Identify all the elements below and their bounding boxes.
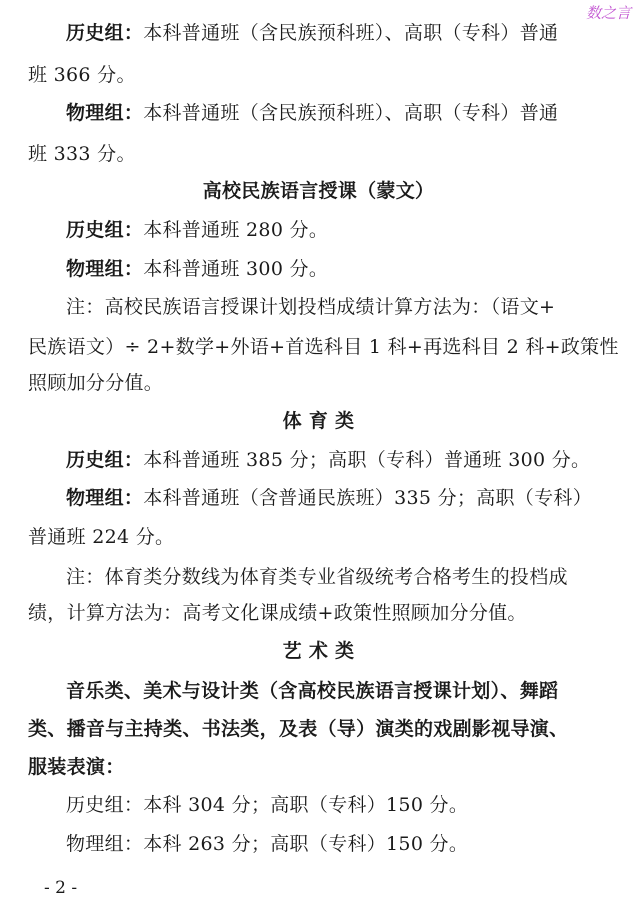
sports-physics-line-1: 物理组：本科普通班（含普通民族班）335 分；高职（专科） [66, 487, 593, 509]
note1-line-1: 注：高校民族语言授课计划投档成绩计算方法为：（语文+ [66, 296, 556, 318]
note2-line-1: 注：体育类分数线为体育类专业省级统考合格考生的投档成 [66, 566, 568, 588]
watermark: 数之言 [585, 4, 631, 22]
heading-sports: 体 育 类 [282, 410, 355, 432]
note2-line-2: 绩，计算方法为：高考文化课成绩+政策性照顾加分分值。 [28, 602, 527, 624]
art-intro-line-1: 音乐类、美术与设计类（含高校民族语言授课计划）、舞蹈 [66, 680, 559, 702]
mongol-physics-line: 物理组：本科普通班 300 分。 [66, 258, 329, 280]
art-intro-line-3: 服装表演： [28, 756, 125, 778]
physics-group-line-2: 班 333 分。 [28, 143, 136, 165]
sports-physics-line-2: 普通班 224 分。 [28, 526, 175, 548]
art-intro-line-2: 类、播音与主持类、书法类，及表（导）演类的戏剧影视导演、 [28, 718, 569, 740]
art-history-line: 历史组：本科 304 分；高职（专科）150 分。 [66, 794, 469, 816]
history-group-line-1: 历史组：本科普通班（含民族预科班）、高职（专科）普通 [66, 22, 559, 44]
heading-mongol: 高校民族语言授课（蒙文） [202, 180, 435, 202]
heading-art: 艺 术 类 [282, 640, 355, 662]
note1-line-3: 照顾加分分值。 [28, 372, 164, 394]
note1-line-2: 民族语文）÷ 2+数学+外语+首选科目 1 科+再选科目 2 科+政策性 [28, 336, 619, 358]
history-group-line-2: 班 366 分。 [28, 64, 136, 86]
mongol-history-line: 历史组：本科普通班 280 分。 [66, 219, 329, 241]
physics-group-line-1: 物理组：本科普通班（含民族预科班）、高职（专科）普通 [66, 102, 559, 124]
sports-history-line: 历史组：本科普通班 385 分；高职（专科）普通班 300 分。 [66, 449, 591, 471]
page-number: - 2 - [44, 878, 78, 898]
art-physics-line: 物理组：本科 263 分；高职（专科）150 分。 [66, 833, 469, 855]
